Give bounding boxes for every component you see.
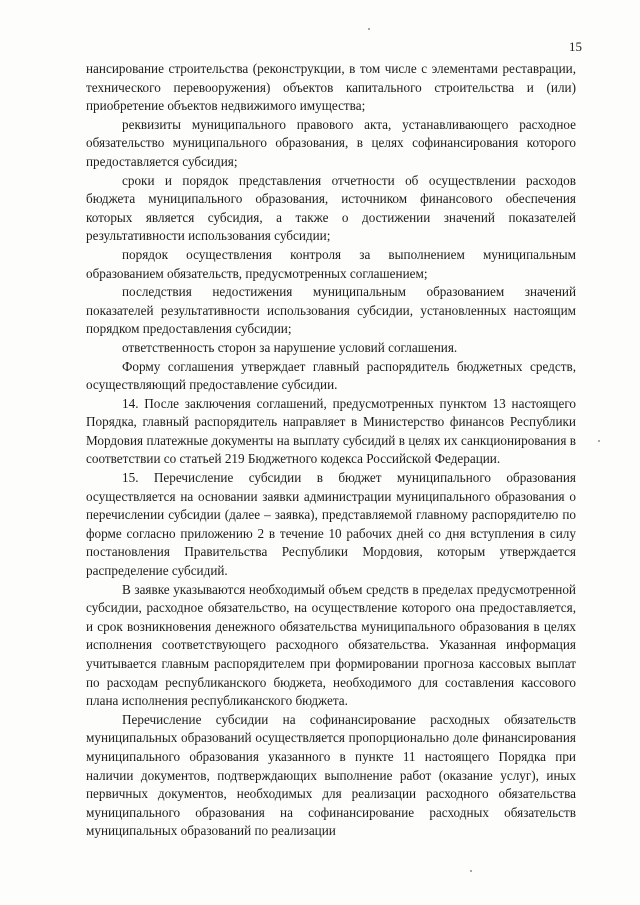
paragraph: сроки и порядок представления отчетности об осуществлении расходов бюджета муниципального образования, источником финансового обеспечения которых является субсидия, а также о достижении значений показателей результативности использования субсидии;: [86, 172, 576, 244]
paragraph-item-15: 15. Перечисление субсидии в бюджет муниципального образования осуществляется на основании заявки администрации муниципального образования о перечислении субсидии (далее – заявка), представляемой главному распорядителю по форме согласно приложению 2 в течение 10 рабочих дней со дня вступления в силу постановления Правительства Республики Мордовия, которым утверждается распределение субсидий.: [86, 470, 576, 579]
paragraph: В заявке указываются необходимый объем средств в пределах предусмотренной субсидии, расходное обязательство, на осуществление которого она предоставляется, и срок возникновения денежного обязательства муниципального образования в целях исполнения соответствующего расходного обязательства. Указанная информация учитывается главным распорядителем при формировании прогноза кассовых выплат по расходам республиканского бюджета, необходимого для составления кассового плана исполнения республиканского бюджета.: [86, 581, 576, 709]
paragraph: порядок осуществления контроля за выполнением муниципальным образованием обязательств, предусмотренных соглашением;: [86, 246, 576, 281]
paragraph: Форму соглашения утверждает главный распорядитель бюджетных средств, осуществляющий предоставление субсидии.: [86, 358, 576, 393]
paragraph-continuation: нансирование строительства (реконструкции, в том числе с элементами реставрации, технического перевооружения) объектов капитального строительства и (или) приобретение объектов недвижимого имущества;: [86, 61, 576, 114]
scan-speck: [470, 870, 472, 872]
paragraph: ответственность сторон за нарушение условий соглашения.: [122, 339, 458, 355]
page-number: 15: [569, 39, 582, 54]
scan-speck: [368, 28, 370, 30]
paragraph: последствия недостижения муниципальным образованием значений показателей результативности использования субсидии, установленных настоящим порядком предоставления субсидии;: [86, 284, 576, 337]
paragraph-item-14: 14. После заключения соглашений, предусмотренных пунктом 13 настоящего Порядка, главный распорядитель направляет в Министерство финансов Республики Мордовия платежные документы на выплату субсидий в целях их санкционирования в соответствии со статьей 219 Бюджетного кодекса Российской Федерации.: [86, 395, 576, 467]
paragraph: Перечисление субсидии на софинансирование расходных обязательств муниципальных образований осуществляется пропорционально доле финансирования муниципального образования указанного в пункте 11 настоящего Порядка при наличии документов, подтверждающих выполнение работ (оказание услуг), иных первичных документов, необходимых для реализации расходного обязательства муниципального образования на софинансирование расходных обязательств муниципальных образований по реализации: [86, 711, 576, 839]
paragraph: реквизиты муниципального правового акта, устанавливающего расходное обязательство муниципального образования, в целях софинансирования которого предоставляется субсидия;: [86, 116, 576, 169]
document-body: [86, 60, 576, 841]
scan-speck: [598, 440, 600, 442]
